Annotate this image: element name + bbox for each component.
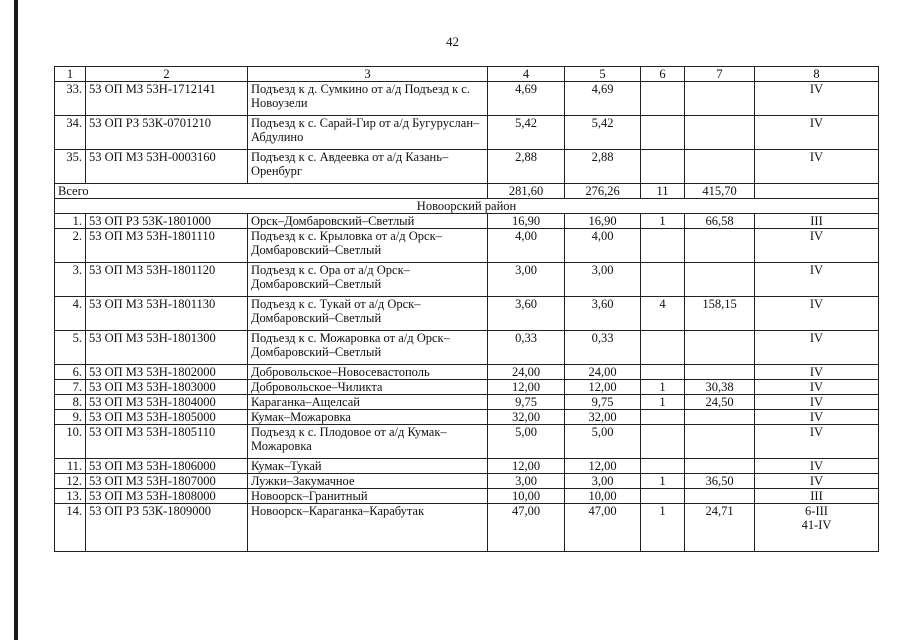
length-total-cell: 3,00 <box>488 263 565 297</box>
category-cell: IV <box>755 410 879 425</box>
category-cell: IV <box>755 331 879 365</box>
total-value-cell: 276,26 <box>565 184 641 199</box>
length-total-cell: 12,00 <box>488 459 565 474</box>
table-row <box>55 474 879 489</box>
length-total-cell: 9,75 <box>488 395 565 410</box>
count-cell: 4 <box>641 297 685 331</box>
count-cell: 1 <box>641 380 685 395</box>
page-number: 42 <box>446 34 459 49</box>
row-number-cell: 2. <box>55 229 86 263</box>
count-cell: 1 <box>641 214 685 229</box>
count-cell: 1 <box>641 395 685 410</box>
length-cell: 4,00 <box>565 229 641 263</box>
road-name-cell: Подъезд к с. Ора от а/д Орск–Домбаровский–Светлый <box>248 263 488 297</box>
length-total-cell: 12,00 <box>488 380 565 395</box>
table-row <box>55 331 879 365</box>
header-cell: 6 <box>641 67 685 82</box>
length-cell: 16,90 <box>565 214 641 229</box>
road-code-cell: 53 ОП МЗ 53Н-1805000 <box>86 410 248 425</box>
total-value-cell: 11 <box>641 184 685 199</box>
length-count-cell <box>685 116 755 150</box>
category-cell: IV <box>755 425 879 459</box>
table-row <box>55 489 879 504</box>
header-cell: 4 <box>488 67 565 82</box>
table-row <box>55 380 879 395</box>
road-code-cell: 53 ОП МЗ 53Н-1802000 <box>86 365 248 380</box>
total-label: Всего <box>55 184 488 199</box>
category-cell: IV <box>755 82 879 116</box>
row-number-cell: 10. <box>55 425 86 459</box>
length-count-cell <box>685 365 755 380</box>
binding-edge-rule <box>14 0 18 640</box>
length-count-cell <box>685 229 755 263</box>
category-cell: IV <box>755 474 879 489</box>
row-number-cell: 8. <box>55 395 86 410</box>
category-cell: IV <box>755 297 879 331</box>
total-value-cell <box>755 184 879 199</box>
row-number-cell: 4. <box>55 297 86 331</box>
road-name-cell: Подъезд к с. Плодовое от а/д Кумак–Можаровка <box>248 425 488 459</box>
table-row <box>55 395 879 410</box>
count-cell <box>641 489 685 504</box>
length-count-cell <box>685 410 755 425</box>
length-total-cell: 4,69 <box>488 82 565 116</box>
count-cell <box>641 229 685 263</box>
length-cell: 12,00 <box>565 459 641 474</box>
length-count-cell <box>685 150 755 184</box>
length-total-cell: 47,00 <box>488 504 565 552</box>
length-total-cell: 2,88 <box>488 150 565 184</box>
roads-table-body <box>55 67 879 552</box>
road-code-cell: 53 ОП МЗ 53Н-1806000 <box>86 459 248 474</box>
road-name-cell: Новоорск–Караганка–Карабутак <box>248 504 488 552</box>
row-number-cell: 33. <box>55 82 86 116</box>
length-total-cell: 10,00 <box>488 489 565 504</box>
road-code-cell: 53 ОП МЗ 53Н-1803000 <box>86 380 248 395</box>
row-number-cell: 6. <box>55 365 86 380</box>
road-name-cell: Орск–Домбаровский–Светлый <box>248 214 488 229</box>
length-cell: 0,33 <box>565 331 641 365</box>
category-cell: IV <box>755 459 879 474</box>
length-total-cell: 24,00 <box>488 365 565 380</box>
length-cell: 5,42 <box>565 116 641 150</box>
length-cell: 12,00 <box>565 380 641 395</box>
length-cell: 47,00 <box>565 504 641 552</box>
length-cell: 3,00 <box>565 263 641 297</box>
table-row <box>55 459 879 474</box>
table-row <box>55 365 879 380</box>
length-total-cell: 5,42 <box>488 116 565 150</box>
length-count-cell: 158,15 <box>685 297 755 331</box>
table-row <box>55 425 879 459</box>
table-row <box>55 263 879 297</box>
road-code-cell: 53 ОП МЗ 53Н-1807000 <box>86 474 248 489</box>
road-code-cell: 53 ОП РЗ 53К-1801000 <box>86 214 248 229</box>
header-row <box>55 67 879 82</box>
road-code-cell: 53 ОП МЗ 53Н-0003160 <box>86 150 248 184</box>
road-code-cell: 53 ОП МЗ 53Н-1801110 <box>86 229 248 263</box>
row-number-cell: 34. <box>55 116 86 150</box>
table-row <box>55 82 879 116</box>
total-row <box>55 184 879 199</box>
header-cell: 3 <box>248 67 488 82</box>
length-cell: 5,00 <box>565 425 641 459</box>
row-number-cell: 1. <box>55 214 86 229</box>
category-cell: IV <box>755 150 879 184</box>
row-number-cell: 13. <box>55 489 86 504</box>
count-cell <box>641 365 685 380</box>
row-number-cell: 5. <box>55 331 86 365</box>
district-heading-row <box>55 199 879 214</box>
length-count-cell <box>685 425 755 459</box>
length-cell: 3,60 <box>565 297 641 331</box>
table-row <box>55 229 879 263</box>
district-heading: Новоорский район <box>55 199 879 214</box>
road-name-cell: Новоорск–Гранитный <box>248 489 488 504</box>
row-number-cell: 7. <box>55 380 86 395</box>
row-number-cell: 3. <box>55 263 86 297</box>
road-code-cell: 53 ОП МЗ 53Н-1804000 <box>86 395 248 410</box>
header-cell: 1 <box>55 67 86 82</box>
road-name-cell: Кумак–Тукай <box>248 459 488 474</box>
length-cell: 24,00 <box>565 365 641 380</box>
road-code-cell: 53 ОП РЗ 53К-1809000 <box>86 504 248 552</box>
road-code-cell: 53 ОП МЗ 53Н-1801300 <box>86 331 248 365</box>
count-cell <box>641 116 685 150</box>
road-name-cell: Добровольское–Чиликта <box>248 380 488 395</box>
length-cell: 9,75 <box>565 395 641 410</box>
table-row <box>55 410 879 425</box>
table-row <box>55 116 879 150</box>
count-cell <box>641 263 685 297</box>
length-total-cell: 32,00 <box>488 410 565 425</box>
category-cell: IV <box>755 380 879 395</box>
length-cell: 10,00 <box>565 489 641 504</box>
road-code-cell: 53 ОП МЗ 53Н-1805110 <box>86 425 248 459</box>
category-cell: III <box>755 214 879 229</box>
count-cell <box>641 82 685 116</box>
header-cell: 2 <box>86 67 248 82</box>
road-code-cell: 53 ОП МЗ 53Н-1801130 <box>86 297 248 331</box>
header-cell: 5 <box>565 67 641 82</box>
count-cell <box>641 150 685 184</box>
row-number-cell: 35. <box>55 150 86 184</box>
roads-table <box>54 66 879 552</box>
length-count-cell: 36,50 <box>685 474 755 489</box>
total-value-cell: 415,70 <box>685 184 755 199</box>
table-row <box>55 504 879 552</box>
length-cell: 3,00 <box>565 474 641 489</box>
road-name-cell: Подъезд к с. Тукай от а/д Орск–Домбаровский–Светлый <box>248 297 488 331</box>
count-cell <box>641 459 685 474</box>
count-cell: 1 <box>641 474 685 489</box>
road-name-cell: Караганка–Ащелсай <box>248 395 488 410</box>
length-count-cell <box>685 489 755 504</box>
length-count-cell <box>685 459 755 474</box>
total-value-cell: 281,60 <box>488 184 565 199</box>
category-cell: IV <box>755 395 879 410</box>
road-code-cell: 53 ОП РЗ 53К-0701210 <box>86 116 248 150</box>
header-cell: 7 <box>685 67 755 82</box>
length-count-cell <box>685 263 755 297</box>
road-name-cell: Подъезд к с. Авдеевка от а/д Казань–Оренбург <box>248 150 488 184</box>
category-cell: 6-III 41-IV <box>755 504 879 552</box>
length-total-cell: 4,00 <box>488 229 565 263</box>
category-cell: III <box>755 489 879 504</box>
row-number-cell: 11. <box>55 459 86 474</box>
row-number-cell: 12. <box>55 474 86 489</box>
count-cell <box>641 410 685 425</box>
table-row <box>55 297 879 331</box>
length-count-cell: 24,50 <box>685 395 755 410</box>
road-code-cell: 53 ОП МЗ 53Н-1808000 <box>86 489 248 504</box>
length-cell: 2,88 <box>565 150 641 184</box>
road-name-cell: Лужки–Закумачное <box>248 474 488 489</box>
road-code-cell: 53 ОП МЗ 53Н-1712141 <box>86 82 248 116</box>
count-cell <box>641 331 685 365</box>
road-name-cell: Добровольское–Новосевастополь <box>248 365 488 380</box>
length-total-cell: 3,60 <box>488 297 565 331</box>
length-total-cell: 5,00 <box>488 425 565 459</box>
table-row <box>55 150 879 184</box>
road-name-cell: Подъезд к с. Сарай-Гир от а/д Бугуруслан–Абдулино <box>248 116 488 150</box>
length-count-cell <box>685 331 755 365</box>
length-count-cell: 30,38 <box>685 380 755 395</box>
length-count-cell <box>685 82 755 116</box>
road-code-cell: 53 ОП МЗ 53Н-1801120 <box>86 263 248 297</box>
category-cell: IV <box>755 116 879 150</box>
row-number-cell: 9. <box>55 410 86 425</box>
header-cell: 8 <box>755 67 879 82</box>
category-cell: IV <box>755 263 879 297</box>
road-name-cell: Кумак–Можаровка <box>248 410 488 425</box>
category-cell: IV <box>755 229 879 263</box>
length-total-cell: 0,33 <box>488 331 565 365</box>
road-name-cell: Подъезд к д. Сумкино от а/д Подъезд к с. Новоузели <box>248 82 488 116</box>
road-name-cell: Подъезд к с. Крыловка от а/д Орск– Домбаровский–Светлый <box>248 229 488 263</box>
length-total-cell: 3,00 <box>488 474 565 489</box>
count-cell: 1 <box>641 504 685 552</box>
count-cell <box>641 425 685 459</box>
length-cell: 32,00 <box>565 410 641 425</box>
road-name-cell: Подъезд к с. Можаровка от а/д Орск–Домбаровский–Светлый <box>248 331 488 365</box>
table-row <box>55 214 879 229</box>
length-cell: 4,69 <box>565 82 641 116</box>
length-count-cell: 66,58 <box>685 214 755 229</box>
row-number-cell: 14. <box>55 504 86 552</box>
category-cell: IV <box>755 365 879 380</box>
length-count-cell: 24,71 <box>685 504 755 552</box>
length-total-cell: 16,90 <box>488 214 565 229</box>
